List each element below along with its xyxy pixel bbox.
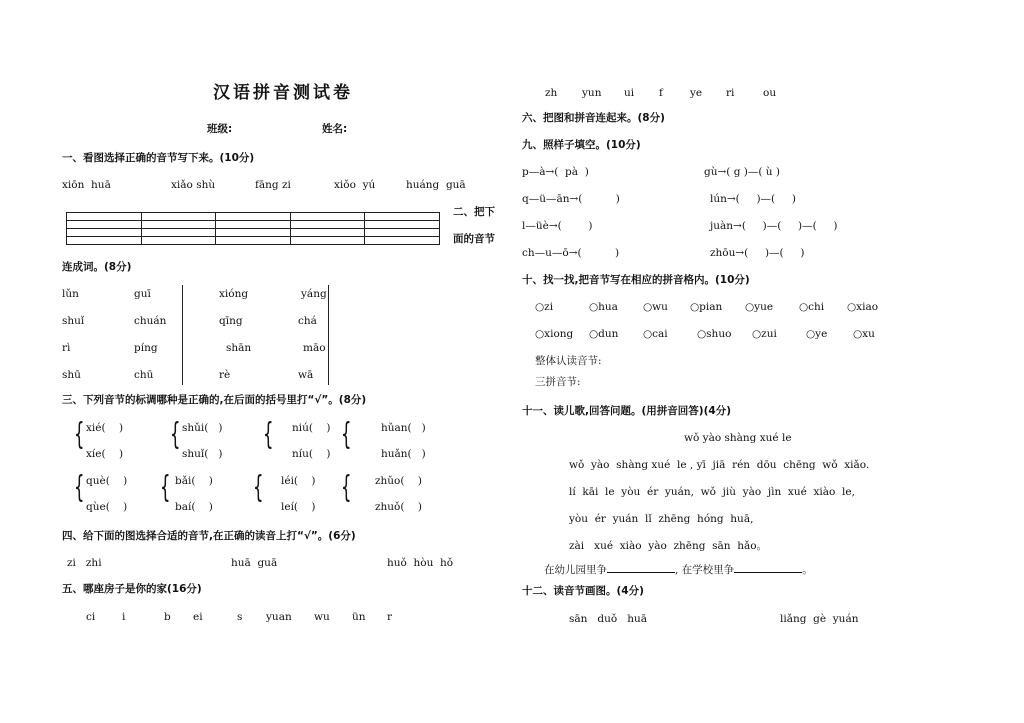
s2-syllable: chá bbox=[298, 315, 317, 327]
s2-syllable: shān bbox=[226, 342, 252, 354]
grid-cell[interactable] bbox=[67, 237, 142, 245]
s5-item: r bbox=[387, 611, 393, 623]
s5-item: i bbox=[122, 611, 126, 623]
tone-option[interactable]: níu( ) bbox=[292, 448, 331, 460]
tone-option[interactable]: qùe( ) bbox=[86, 501, 128, 513]
s12-left-prompt: sān duǒ huā bbox=[569, 613, 648, 625]
grid-cell[interactable] bbox=[365, 237, 440, 245]
section-2-heading-b: 面的音节 bbox=[453, 233, 495, 245]
tone-option[interactable]: shuǐ( ) bbox=[182, 448, 223, 460]
brace-icon: { bbox=[263, 417, 274, 452]
s2-syllable: lǔn bbox=[62, 288, 79, 300]
s10-option[interactable]: ○chi bbox=[799, 301, 825, 313]
s10-option[interactable]: ○xu bbox=[853, 328, 875, 340]
s10-option[interactable]: ○pian bbox=[690, 301, 723, 313]
s10-option[interactable]: ○ye bbox=[806, 328, 828, 340]
tone-option[interactable]: leí( ) bbox=[281, 501, 316, 513]
tone-option[interactable]: baí( ) bbox=[175, 501, 213, 513]
section-4-heading: 四、给下面的图选择合适的音节,在正确的读音上打“√”。(6分) bbox=[62, 530, 356, 542]
poem-line: lí kāi le yòu ér yuán, wǒ jiù yào jìn xué xiào le, bbox=[569, 486, 855, 498]
poem-line: wǒ yào shàng xué le , yī jiā rén dōu chēng wǒ xiǎo. bbox=[569, 459, 870, 471]
tone-option[interactable]: huǎn( ) bbox=[381, 448, 426, 460]
grid-cell[interactable] bbox=[67, 213, 142, 221]
s10-option[interactable]: ○hua bbox=[589, 301, 618, 313]
s5-item: b bbox=[164, 611, 171, 623]
s5-item: yuan bbox=[266, 611, 292, 623]
s10-option[interactable]: ○xiao bbox=[847, 301, 879, 313]
s5-item: ei bbox=[193, 611, 203, 623]
s5-item: ci bbox=[86, 611, 96, 623]
s2-divider bbox=[182, 285, 183, 385]
s9-left-item[interactable]: ch—u—ō→( ) bbox=[522, 247, 620, 259]
s10-label-whole: 整体认读音节: bbox=[535, 355, 602, 367]
rt-item: ui bbox=[624, 87, 635, 99]
s10-option[interactable]: ○wu bbox=[643, 301, 668, 313]
grid-cell[interactable] bbox=[141, 237, 216, 245]
section-2-heading-a: 二、把下 bbox=[453, 206, 495, 218]
s4-choice[interactable]: huǒ hòu hǒ bbox=[387, 557, 454, 569]
grid-cell[interactable] bbox=[216, 221, 291, 229]
s1-option: xiǎo shù bbox=[171, 179, 216, 191]
s10-label-triple: 三拼音节: bbox=[535, 376, 581, 388]
s10-option[interactable]: ○shuo bbox=[697, 328, 732, 340]
s2-syllable: shuǐ bbox=[62, 315, 85, 327]
rt-item: ye bbox=[690, 87, 703, 99]
brace-icon: { bbox=[341, 417, 352, 452]
s2-syllable: qīng bbox=[219, 315, 243, 327]
grid-cell[interactable] bbox=[141, 213, 216, 221]
s2-syllable: xióng bbox=[219, 288, 249, 300]
s9-left-item: p—à→( pà ) bbox=[522, 166, 589, 178]
tone-option[interactable]: zhǔo( ) bbox=[375, 475, 422, 487]
s1-option: huáng guā bbox=[406, 179, 466, 191]
grid-cell[interactable] bbox=[365, 221, 440, 229]
brace-icon: { bbox=[74, 417, 85, 452]
grid-cell[interactable] bbox=[216, 229, 291, 237]
s10-option[interactable]: ○yue bbox=[745, 301, 774, 313]
s2-syllable: guī bbox=[134, 288, 151, 300]
tone-option[interactable]: zhuǒ( ) bbox=[375, 501, 422, 513]
grid-cell[interactable] bbox=[216, 213, 291, 221]
rt-item: zh bbox=[545, 87, 558, 99]
rt-item: yun bbox=[582, 87, 602, 99]
s11-question-b: , 在学校里争 bbox=[675, 564, 735, 576]
s5-item: ün bbox=[352, 611, 366, 623]
tone-option[interactable]: niú( ) bbox=[292, 422, 331, 434]
rt-item: f bbox=[659, 87, 663, 99]
s2-syllable: chū bbox=[134, 369, 154, 381]
grid-cell[interactable] bbox=[365, 213, 440, 221]
section-3-heading: 三、下列音节的标调哪种是正确的,在后面的括号里打“√”。(8分) bbox=[62, 394, 367, 406]
grid-cell[interactable] bbox=[67, 221, 142, 229]
s2-syllable: māo bbox=[303, 342, 326, 354]
s5-item: wu bbox=[314, 611, 330, 623]
s2-syllable: píng bbox=[134, 342, 158, 354]
tone-option[interactable]: hǔan( ) bbox=[381, 422, 426, 434]
grid-cell[interactable] bbox=[141, 221, 216, 229]
grid-cell[interactable] bbox=[290, 221, 365, 229]
s4-choice[interactable]: huā guā bbox=[231, 557, 278, 569]
answer-grid bbox=[66, 212, 440, 245]
s2-syllable: chuán bbox=[134, 315, 167, 327]
answer-blank[interactable] bbox=[607, 562, 675, 573]
name-label: 姓名: bbox=[322, 123, 348, 135]
s1-option: fāng zi bbox=[255, 179, 291, 191]
s1-option: xiǒo yú bbox=[334, 179, 376, 191]
s11-question-end: 。 bbox=[802, 564, 813, 576]
grid-cell[interactable] bbox=[290, 237, 365, 245]
grid-cell[interactable] bbox=[67, 229, 142, 237]
s2-syllable: shū bbox=[62, 369, 81, 381]
grid-cell[interactable] bbox=[141, 229, 216, 237]
tone-option[interactable]: bǎi( ) bbox=[175, 475, 213, 487]
grid-cell[interactable] bbox=[290, 229, 365, 237]
s9-right-item[interactable]: lún→( )—( ) bbox=[710, 193, 796, 205]
grid-cell[interactable] bbox=[365, 229, 440, 237]
s5-item: s bbox=[237, 611, 243, 623]
tone-option[interactable]: què( ) bbox=[86, 475, 128, 487]
s9-left-item[interactable]: l—üè→( ) bbox=[522, 220, 593, 232]
brace-icon: { bbox=[253, 470, 264, 505]
brace-icon: { bbox=[74, 470, 85, 505]
rt-item: ou bbox=[763, 87, 777, 99]
section-10-heading: 十、找一找,把音节写在相应的拼音格内。(10分) bbox=[522, 274, 750, 286]
poem-title: wǒ yào shàng xué le bbox=[684, 432, 792, 444]
brace-icon: { bbox=[170, 417, 181, 452]
s11-question bbox=[544, 562, 813, 577]
s10-option[interactable]: ○zui bbox=[752, 328, 777, 340]
section-1-heading: 一、看图选择正确的音节写下来。(10分) bbox=[62, 152, 255, 164]
s2-syllable: rè bbox=[219, 369, 231, 381]
section-6-heading: 六、把图和拼音连起来。(8分) bbox=[522, 112, 665, 124]
s9-right-item[interactable]: zhōu→( )—( ) bbox=[710, 247, 805, 259]
s9-right-item[interactable]: juàn→( )—( )—( ) bbox=[710, 220, 838, 232]
rt-item: ri bbox=[726, 87, 735, 99]
grid-cell[interactable] bbox=[290, 213, 365, 221]
grid-cell[interactable] bbox=[216, 237, 291, 245]
s11-question-a: 在幼儿园里争 bbox=[544, 564, 607, 576]
brace-icon: { bbox=[341, 470, 352, 505]
s10-option[interactable]: ○xiong bbox=[535, 328, 574, 340]
brace-icon: { bbox=[160, 470, 171, 505]
section-11-heading: 十一、读儿歌,回答问题。(用拼音回答)(4分) bbox=[522, 405, 731, 417]
s2-syllable: rì bbox=[62, 342, 71, 354]
s10-option[interactable]: ○dun bbox=[589, 328, 619, 340]
section-2-heading-c: 连成词。(8分) bbox=[62, 261, 132, 273]
section-12-heading: 十二、读音节画图。(4分) bbox=[522, 585, 644, 597]
class-label: 班级: bbox=[207, 123, 233, 135]
tone-option[interactable]: léi( ) bbox=[281, 475, 316, 487]
s1-option: xiōn huā bbox=[62, 179, 111, 191]
answer-blank[interactable] bbox=[734, 562, 802, 573]
s10-option[interactable]: ○zi bbox=[535, 301, 554, 313]
s2-syllable: wā bbox=[298, 369, 314, 381]
s10-option[interactable]: ○cai bbox=[643, 328, 668, 340]
poem-line: yòu ér yuán lǐ zhēng hóng huā, bbox=[569, 513, 754, 525]
page-title: 汉语拼音测试卷 bbox=[213, 83, 353, 103]
poem-line: zài xué xiào yào zhēng sān hǎo。 bbox=[569, 540, 768, 552]
section-5-heading: 五、哪座房子是你的家(16分) bbox=[62, 583, 202, 595]
tone-option[interactable]: xié( ) bbox=[86, 422, 124, 434]
tone-option[interactable]: shǔi( ) bbox=[182, 422, 223, 434]
section-9-heading: 九、照样子填空。(10分) bbox=[522, 139, 641, 151]
s4-choice[interactable]: zi zhi bbox=[67, 557, 102, 569]
s2-syllable: yáng bbox=[301, 288, 327, 300]
s9-left-item[interactable]: q—ü—ān→( ) bbox=[522, 193, 620, 205]
s12-right-prompt: liǎng gè yuán bbox=[780, 613, 859, 625]
s9-right-item: gù→( g )—( ù ) bbox=[704, 166, 781, 178]
tone-option[interactable]: xíe( ) bbox=[86, 448, 124, 460]
s2-divider bbox=[328, 285, 329, 385]
